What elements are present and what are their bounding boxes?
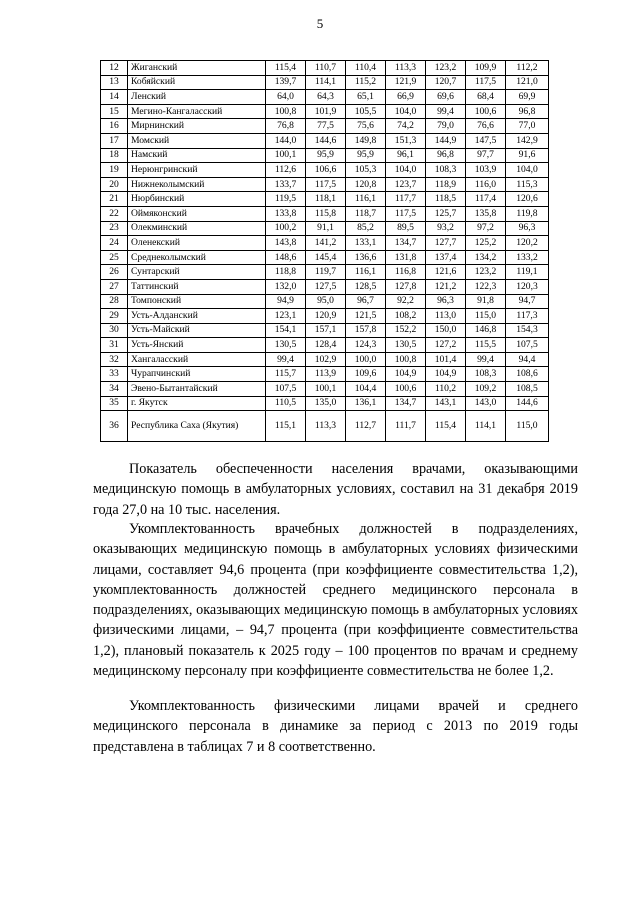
value-cell: 115,1 xyxy=(266,411,306,442)
value-cell: 89,5 xyxy=(386,221,426,236)
row-number-cell: 12 xyxy=(101,61,128,76)
table-row xyxy=(101,61,549,76)
value-cell: 121,9 xyxy=(386,75,426,90)
value-cell: 69,9 xyxy=(506,90,549,105)
district-name-cell: Сунтарский xyxy=(128,265,266,280)
value-cell: 96,8 xyxy=(426,148,466,163)
value-cell: 96,3 xyxy=(506,221,549,236)
district-name-cell: Усть-Майский xyxy=(128,323,266,338)
value-cell: 152,2 xyxy=(386,323,426,338)
value-cell: 120,8 xyxy=(346,177,386,192)
row-number-cell: 19 xyxy=(101,163,128,178)
value-cell: 116,0 xyxy=(466,177,506,192)
value-cell: 65,1 xyxy=(346,90,386,105)
value-cell: 119,8 xyxy=(506,206,549,221)
paragraph-2-block xyxy=(93,519,578,681)
value-cell: 143,8 xyxy=(266,236,306,251)
district-name-cell: Мирнинский xyxy=(128,119,266,134)
value-cell: 94,7 xyxy=(506,294,549,309)
value-cell: 157,1 xyxy=(306,323,346,338)
district-name-cell: Ленский xyxy=(128,90,266,105)
row-number-cell: 28 xyxy=(101,294,128,309)
value-cell: 128,5 xyxy=(346,279,386,294)
value-cell: 137,4 xyxy=(426,250,466,265)
value-cell: 118,8 xyxy=(266,265,306,280)
value-cell: 115,0 xyxy=(466,309,506,324)
value-cell: 127,2 xyxy=(426,338,466,353)
district-name-cell: Нижнеколымский xyxy=(128,177,266,192)
row-number-cell: 16 xyxy=(101,119,128,134)
value-cell: 132,0 xyxy=(266,279,306,294)
value-cell: 151,3 xyxy=(386,133,426,148)
table-row xyxy=(101,382,549,397)
row-number-cell: 32 xyxy=(101,352,128,367)
value-cell: 99,4 xyxy=(466,352,506,367)
table-row xyxy=(101,177,549,192)
value-cell: 95,9 xyxy=(306,148,346,163)
row-number-cell: 14 xyxy=(101,90,128,105)
value-cell: 74,2 xyxy=(386,119,426,134)
paragraph-1-block xyxy=(93,459,578,520)
value-cell: 123,2 xyxy=(466,265,506,280)
value-cell: 134,2 xyxy=(466,250,506,265)
paragraph-3-block xyxy=(93,696,578,757)
table-row xyxy=(101,279,549,294)
value-cell: 117,3 xyxy=(506,309,549,324)
value-cell: 101,4 xyxy=(426,352,466,367)
value-cell: 133,7 xyxy=(266,177,306,192)
table-row xyxy=(101,75,549,90)
value-cell: 100,1 xyxy=(266,148,306,163)
value-cell: 96,3 xyxy=(426,294,466,309)
value-cell: 154,1 xyxy=(266,323,306,338)
value-cell: 107,5 xyxy=(266,382,306,397)
district-name-cell: Таттинский xyxy=(128,279,266,294)
value-cell: 113,3 xyxy=(386,61,426,76)
value-cell: 105,3 xyxy=(346,163,386,178)
value-cell: 64,0 xyxy=(266,90,306,105)
value-cell: 115,8 xyxy=(306,206,346,221)
value-cell: 130,5 xyxy=(386,338,426,353)
value-cell: 116,8 xyxy=(386,265,426,280)
value-cell: 120,3 xyxy=(506,279,549,294)
district-name-cell: Оленекский xyxy=(128,236,266,251)
value-cell: 117,5 xyxy=(466,75,506,90)
value-cell: 144,6 xyxy=(506,396,549,411)
value-cell: 119,7 xyxy=(306,265,346,280)
value-cell: 117,4 xyxy=(466,192,506,207)
district-name-cell: Намский xyxy=(128,148,266,163)
value-cell: 119,1 xyxy=(506,265,549,280)
value-cell: 91,1 xyxy=(306,221,346,236)
value-cell: 97,7 xyxy=(466,148,506,163)
value-cell: 144,0 xyxy=(266,133,306,148)
value-cell: 136,6 xyxy=(346,250,386,265)
value-cell: 96,8 xyxy=(506,104,549,119)
value-cell: 148,6 xyxy=(266,250,306,265)
value-cell: 100,1 xyxy=(306,382,346,397)
row-number-cell: 31 xyxy=(101,338,128,353)
value-cell: 144,6 xyxy=(306,133,346,148)
value-cell: 92,2 xyxy=(386,294,426,309)
table-row xyxy=(101,352,549,367)
value-cell: 93,2 xyxy=(426,221,466,236)
value-cell: 118,5 xyxy=(426,192,466,207)
value-cell: 96,7 xyxy=(346,294,386,309)
value-cell: 104,4 xyxy=(346,382,386,397)
value-cell: 121,2 xyxy=(426,279,466,294)
table-row xyxy=(101,309,549,324)
value-cell: 131,8 xyxy=(386,250,426,265)
value-cell: 100,6 xyxy=(386,382,426,397)
value-cell: 103,9 xyxy=(466,163,506,178)
value-cell: 101,9 xyxy=(306,104,346,119)
value-cell: 113,0 xyxy=(426,309,466,324)
value-cell: 77,5 xyxy=(306,119,346,134)
paragraph: Укомплектованность физическими лицами врачей и среднего медицинского персонала в динамике за период с 2013 по 2019 годы представлена в таблицах 7 и 8 соответственно. xyxy=(93,698,578,755)
value-cell: 117,5 xyxy=(306,177,346,192)
value-cell: 133,2 xyxy=(506,250,549,265)
value-cell: 123,7 xyxy=(386,177,426,192)
value-cell: 120,6 xyxy=(506,192,549,207)
value-cell: 133,8 xyxy=(266,206,306,221)
row-number-cell: 29 xyxy=(101,309,128,324)
table-row xyxy=(101,206,549,221)
value-cell: 125,7 xyxy=(426,206,466,221)
value-cell: 94,4 xyxy=(506,352,549,367)
table-row xyxy=(101,104,549,119)
value-cell: 113,9 xyxy=(306,367,346,382)
value-cell: 108,3 xyxy=(426,163,466,178)
value-cell: 104,0 xyxy=(386,104,426,119)
row-number-cell: 20 xyxy=(101,177,128,192)
value-cell: 120,9 xyxy=(306,309,346,324)
value-cell: 144,9 xyxy=(426,133,466,148)
value-cell: 124,3 xyxy=(346,338,386,353)
value-cell: 112,6 xyxy=(266,163,306,178)
value-cell: 110,4 xyxy=(346,61,386,76)
value-cell: 118,7 xyxy=(346,206,386,221)
value-cell: 97,2 xyxy=(466,221,506,236)
value-cell: 112,2 xyxy=(506,61,549,76)
table-row xyxy=(101,323,549,338)
district-name-cell: Нерюнгринский xyxy=(128,163,266,178)
value-cell: 104,0 xyxy=(386,163,426,178)
row-number-cell: 17 xyxy=(101,133,128,148)
district-name-cell: Кобяйский xyxy=(128,75,266,90)
district-name-cell: Оймяконский xyxy=(128,206,266,221)
table-row xyxy=(101,221,549,236)
table-row xyxy=(101,265,549,280)
value-cell: 108,6 xyxy=(506,367,549,382)
paragraph: Показатель обеспеченности населения врачами, оказывающими медицинскую помощь в амбулаторных условиях, составил на 31 декабря 2019 года 27,0 на 10 тыс. населения. xyxy=(93,461,578,518)
value-cell: 100,8 xyxy=(266,104,306,119)
value-cell: 79,0 xyxy=(426,119,466,134)
value-cell: 100,6 xyxy=(466,104,506,119)
row-number-cell: 15 xyxy=(101,104,128,119)
value-cell: 150,0 xyxy=(426,323,466,338)
district-name-cell: г. Якутск xyxy=(128,396,266,411)
table-row xyxy=(101,367,549,382)
value-cell: 108,5 xyxy=(506,382,549,397)
value-cell: 121,5 xyxy=(346,309,386,324)
value-cell: 104,9 xyxy=(426,367,466,382)
row-number-cell: 23 xyxy=(101,221,128,236)
value-cell: 102,9 xyxy=(306,352,346,367)
value-cell: 154,3 xyxy=(506,323,549,338)
district-name-cell: Республика Саха (Якутия) xyxy=(128,411,266,442)
value-cell: 64,3 xyxy=(306,90,346,105)
value-cell: 120,7 xyxy=(426,75,466,90)
district-name-cell: Томпонский xyxy=(128,294,266,309)
row-number-cell: 36 xyxy=(101,411,128,442)
value-cell: 100,8 xyxy=(386,352,426,367)
value-cell: 75,6 xyxy=(346,119,386,134)
value-cell: 104,9 xyxy=(386,367,426,382)
table-row xyxy=(101,163,549,178)
value-cell: 118,1 xyxy=(306,192,346,207)
district-name-cell: Момский xyxy=(128,133,266,148)
row-number-cell: 22 xyxy=(101,206,128,221)
value-cell: 109,6 xyxy=(346,367,386,382)
district-name-cell: Эвено-Бытантайский xyxy=(128,382,266,397)
value-cell: 108,3 xyxy=(466,367,506,382)
value-cell: 113,3 xyxy=(306,411,346,442)
value-cell: 115,5 xyxy=(466,338,506,353)
value-cell: 104,0 xyxy=(506,163,549,178)
value-cell: 115,4 xyxy=(266,61,306,76)
value-cell: 127,8 xyxy=(386,279,426,294)
value-cell: 115,4 xyxy=(426,411,466,442)
table-row xyxy=(101,338,549,353)
value-cell: 119,5 xyxy=(266,192,306,207)
row-number-cell: 35 xyxy=(101,396,128,411)
row-number-cell: 25 xyxy=(101,250,128,265)
table-row xyxy=(101,148,549,163)
value-cell: 111,7 xyxy=(386,411,426,442)
value-cell: 110,2 xyxy=(426,382,466,397)
value-cell: 133,1 xyxy=(346,236,386,251)
value-cell: 115,3 xyxy=(506,177,549,192)
statistics-table xyxy=(100,60,549,442)
value-cell: 69,6 xyxy=(426,90,466,105)
value-cell: 117,7 xyxy=(386,192,426,207)
value-cell: 76,6 xyxy=(466,119,506,134)
value-cell: 149,8 xyxy=(346,133,386,148)
value-cell: 115,0 xyxy=(506,411,549,442)
table-body xyxy=(101,61,549,442)
value-cell: 123,1 xyxy=(266,309,306,324)
value-cell: 109,9 xyxy=(466,61,506,76)
table-row xyxy=(101,90,549,105)
value-cell: 91,6 xyxy=(506,148,549,163)
value-cell: 146,8 xyxy=(466,323,506,338)
table-row xyxy=(101,119,549,134)
value-cell: 147,5 xyxy=(466,133,506,148)
district-name-cell: Жиганский xyxy=(128,61,266,76)
table-row xyxy=(101,396,549,411)
value-cell: 122,3 xyxy=(466,279,506,294)
table-row xyxy=(101,250,549,265)
value-cell: 110,7 xyxy=(306,61,346,76)
value-cell: 112,7 xyxy=(346,411,386,442)
row-number-cell: 33 xyxy=(101,367,128,382)
value-cell: 107,5 xyxy=(506,338,549,353)
value-cell: 96,1 xyxy=(386,148,426,163)
row-number-cell: 30 xyxy=(101,323,128,338)
value-cell: 105,5 xyxy=(346,104,386,119)
value-cell: 99,4 xyxy=(266,352,306,367)
table-row xyxy=(101,133,549,148)
district-name-cell: Хангаласский xyxy=(128,352,266,367)
value-cell: 76,8 xyxy=(266,119,306,134)
value-cell: 106,6 xyxy=(306,163,346,178)
value-cell: 100,0 xyxy=(346,352,386,367)
value-cell: 114,1 xyxy=(306,75,346,90)
value-cell: 68,4 xyxy=(466,90,506,105)
value-cell: 66,9 xyxy=(386,90,426,105)
value-cell: 134,7 xyxy=(386,396,426,411)
value-cell: 77,0 xyxy=(506,119,549,134)
value-cell: 121,0 xyxy=(506,75,549,90)
value-cell: 116,1 xyxy=(346,265,386,280)
value-cell: 115,7 xyxy=(266,367,306,382)
row-number-cell: 24 xyxy=(101,236,128,251)
row-number-cell: 26 xyxy=(101,265,128,280)
paragraph: Укомплектованность врачебных должностей в подразделениях, оказывающих медицинскую помощь в амбулаторных условиях физическими лицами, составляет 94,6 процента (при коэффициенте совместительства 1,2), укомплектованность должностей среднего медицинского персонала в подразделениях, оказывающих медицинскую помощь в амбулаторных условиях физическими лицами, – 94,7 процента (при коэффициенте совместительства 1,2), плановый показатель к 2025 году – 100 процентов по врачам и среднему медицинскому персоналу при коэффициенте совместительства не более 1,2. xyxy=(93,521,578,680)
value-cell: 95,9 xyxy=(346,148,386,163)
row-number-cell: 27 xyxy=(101,279,128,294)
value-cell: 94,9 xyxy=(266,294,306,309)
value-cell: 116,1 xyxy=(346,192,386,207)
value-cell: 135,0 xyxy=(306,396,346,411)
value-cell: 157,8 xyxy=(346,323,386,338)
table-row xyxy=(101,294,549,309)
page-number: 5 xyxy=(316,16,324,31)
value-cell: 135,8 xyxy=(466,206,506,221)
row-number-cell: 18 xyxy=(101,148,128,163)
district-name-cell: Олекминский xyxy=(128,221,266,236)
value-cell: 134,7 xyxy=(386,236,426,251)
district-name-cell: Среднеколымский xyxy=(128,250,266,265)
value-cell: 130,5 xyxy=(266,338,306,353)
value-cell: 108,2 xyxy=(386,309,426,324)
value-cell: 120,2 xyxy=(506,236,549,251)
value-cell: 128,4 xyxy=(306,338,346,353)
value-cell: 125,2 xyxy=(466,236,506,251)
value-cell: 117,5 xyxy=(386,206,426,221)
value-cell: 127,5 xyxy=(306,279,346,294)
district-name-cell: Нюрбинский xyxy=(128,192,266,207)
value-cell: 95,0 xyxy=(306,294,346,309)
value-cell: 123,2 xyxy=(426,61,466,76)
table-row xyxy=(101,192,549,207)
value-cell: 110,5 xyxy=(266,396,306,411)
value-cell: 121,6 xyxy=(426,265,466,280)
row-number-cell: 21 xyxy=(101,192,128,207)
district-name-cell: Усть-Янский xyxy=(128,338,266,353)
value-cell: 91,8 xyxy=(466,294,506,309)
value-cell: 145,4 xyxy=(306,250,346,265)
value-cell: 143,1 xyxy=(426,396,466,411)
value-cell: 118,9 xyxy=(426,177,466,192)
value-cell: 100,2 xyxy=(266,221,306,236)
value-cell: 85,2 xyxy=(346,221,386,236)
value-cell: 115,2 xyxy=(346,75,386,90)
district-name-cell: Чурапчинский xyxy=(128,367,266,382)
value-cell: 109,2 xyxy=(466,382,506,397)
value-cell: 127,7 xyxy=(426,236,466,251)
row-number-cell: 34 xyxy=(101,382,128,397)
district-name-cell: Усть-Алданский xyxy=(128,309,266,324)
value-cell: 139,7 xyxy=(266,75,306,90)
table-row xyxy=(101,236,549,251)
value-cell: 143,0 xyxy=(466,396,506,411)
table-row xyxy=(101,411,549,442)
district-name-cell: Мегино-Кангаласский xyxy=(128,104,266,119)
row-number-cell: 13 xyxy=(101,75,128,90)
value-cell: 114,1 xyxy=(466,411,506,442)
value-cell: 136,1 xyxy=(346,396,386,411)
value-cell: 142,9 xyxy=(506,133,549,148)
value-cell: 141,2 xyxy=(306,236,346,251)
value-cell: 99,4 xyxy=(426,104,466,119)
